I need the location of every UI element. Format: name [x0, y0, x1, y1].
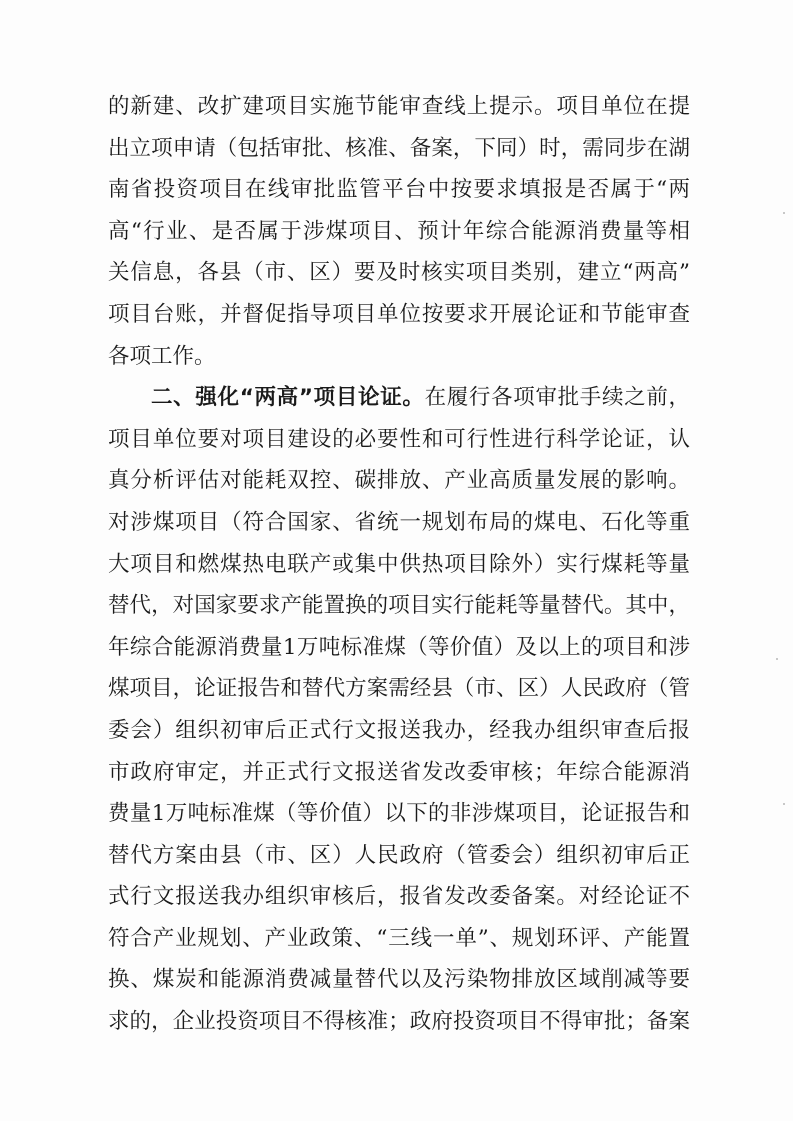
text-line: 式行文报送我办组织审核后，报省发改委备案。对经论证不 [108, 884, 690, 910]
text-line: 的新建、改扩建项目实施节能审查线上提示。项目单位在提 [108, 94, 690, 119]
text-line: 关信息，各县（市、区）要及时核实项目类别，建立“两高” [108, 260, 690, 286]
scan-speck [776, 658, 778, 660]
text-line: 换、煤炭和能源消费减量替代以及污染物排放区域削减等要 [108, 967, 690, 993]
section-heading: 二、强化“两高”项目论证。 [151, 385, 425, 411]
scan-speck [783, 212, 785, 214]
text-line: 煤项目，论证报告和替代方案需经县（市、区）人民政府（管 [108, 676, 690, 702]
text-line: 委会）组织初审后正式行文报送我办，经我办组织审查后报 [108, 717, 690, 743]
text-line: 南省投资项目在线审批监管平台中按要求填报是否属于“两 [108, 177, 690, 203]
paragraph-2 [108, 377, 690, 1043]
document-body [108, 86, 690, 1043]
paragraph-1 [108, 86, 690, 377]
text-line: 符合产业规划、产业政策、“三线一单”、规划环评、产能置 [108, 925, 690, 951]
text-line: 各项工作。 [108, 343, 216, 369]
text-line: 项目单位要对项目建设的必要性和可行性进行科学论证，认 [108, 426, 690, 452]
text-line: 出立项申请（包括审批、核准、备案，下同）时，需同步在湖 [108, 135, 690, 161]
text-line: 求的，企业投资项目不得核准；政府投资项目不得审批；备案 [108, 1009, 690, 1035]
text-line: 大项目和燃煤热电联产或集中供热项目除外）实行煤耗等量 [108, 551, 690, 577]
text-line: 对涉煤项目（符合国家、省统一规划布局的煤电、石化等重 [108, 509, 690, 535]
heading-line-text: 在履行各项审批手续之前， [424, 385, 690, 411]
text-line: 替代，对国家要求产能置换的项目实行能耗等量替代。其中， [108, 593, 690, 619]
text-line: 年综合能源消费量1万吨标准煤（等价值）及以上的项目和涉 [108, 634, 690, 660]
text-line: 真分析评估对能耗双控、碳排放、产业高质量发展的影响。 [108, 468, 690, 494]
text-line: 市政府审定，并正式行文报送省发改委审核；年综合能源消 [108, 759, 690, 785]
text-line: 高“行业、是否属于涉煤项目、预计年综合能源消费量等相 [108, 218, 690, 244]
text-line: 替代方案由县（市、区）人民政府（管委会）组织初审后正 [108, 842, 690, 868]
scan-speck [783, 803, 785, 805]
text-line: 项目台账，并督促指导项目单位按要求开展论证和节能审查 [108, 301, 690, 327]
text-line [108, 377, 690, 419]
text-line: 费量1万吨标准煤（等价值）以下的非涉煤项目，论证报告和 [108, 801, 690, 827]
